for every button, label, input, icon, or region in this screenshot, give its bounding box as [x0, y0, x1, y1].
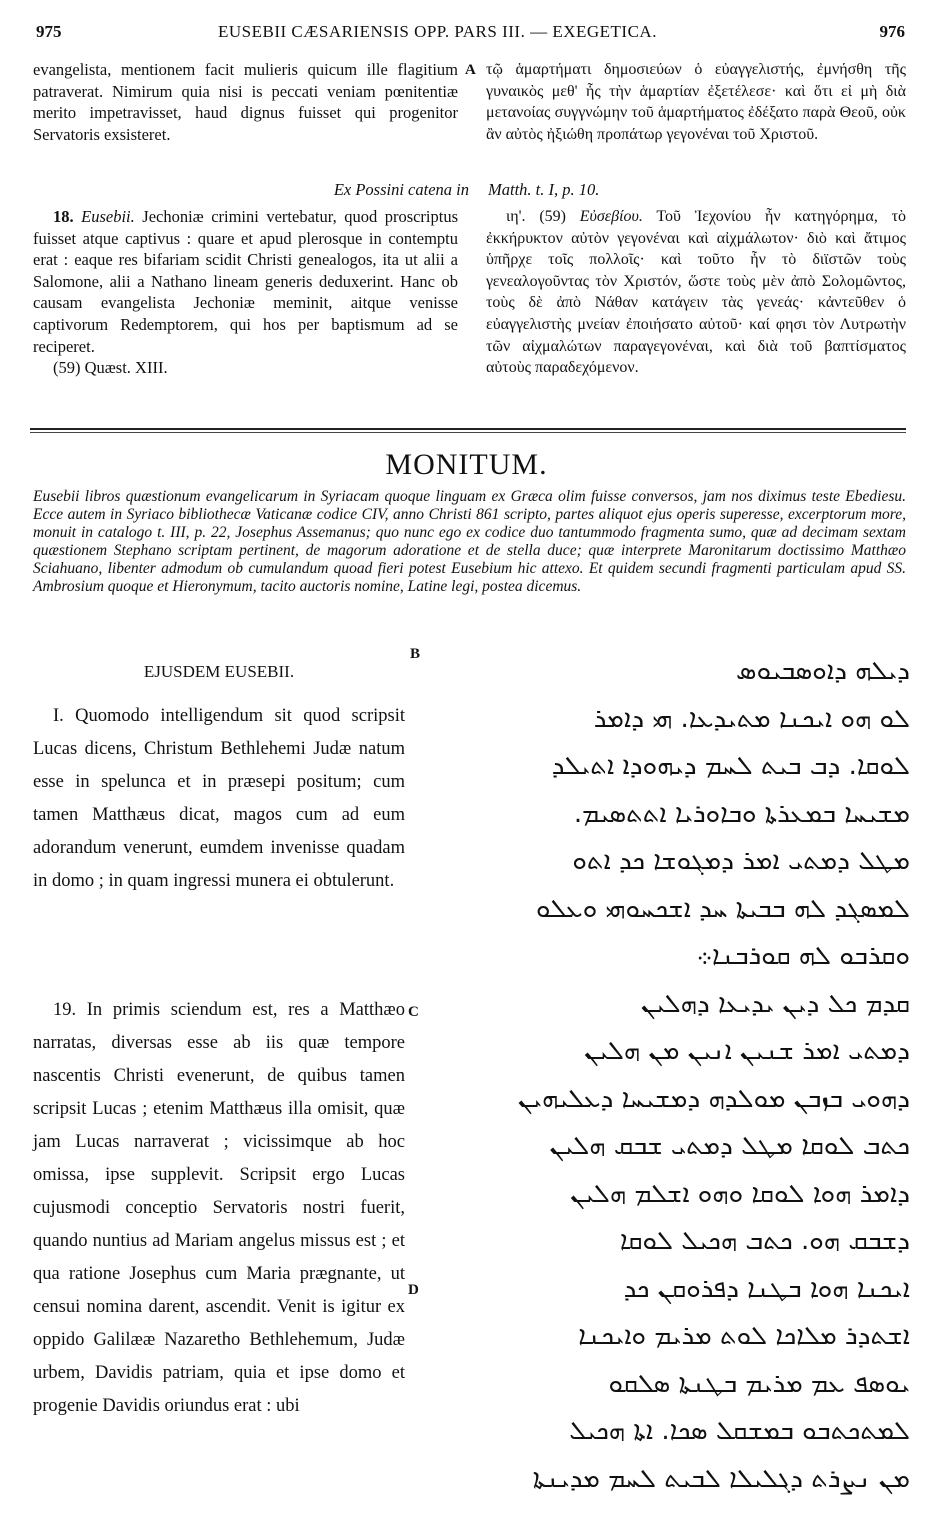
syriac-line: ܠܘ ܗܘ ܐܝܟܢܐ ܡܬܝܕܥܐ. ܗܝ ܕܐܡܪ	[593, 703, 910, 734]
greek-column-18	[486, 206, 906, 379]
syriac-line: ܕܝܠܗ ܕܐܘܣܒܝܘܣ	[736, 656, 910, 686]
margin-mark-a: A	[465, 62, 476, 78]
running-title: EUSEBII CÆSARIENSIS OPP. PARS III. — EXEGETICA.	[218, 22, 657, 41]
latin-question-1	[33, 700, 405, 898]
greek-section-number: ιη'. (59)	[506, 208, 566, 225]
footnote: (59) Quæst. XIII.	[53, 358, 168, 378]
syriac-line: ܠܡܣܓܕ ܠܗ ܒܒܝܬܐ ܚܕ ܐܫܟܚܘܗܝ ܘܥܠܘ	[535, 893, 910, 924]
latin-column-top	[33, 59, 458, 145]
latin-paragraph-19	[33, 994, 405, 1423]
latin-text-18: Jechoniæ crimini vertebatur, quod proscriptus fuisset atque captivus : quare et apud plerosque in contemptu erat : eaque res bifariam scidit Christi genealogos, ita ut alii a Salomone, alii a Nathano lineam generis deduxerint. Hanc ob causam evangelista Jechoniæ meminit, aitque venisse captivorum Redemptorem, qui hos per baptismum ad se reciperet.	[33, 207, 459, 356]
syriac-line: ܕܗܘܝ ܒܙܒܢ ܡܘܠܕܗ ܕܡܫܝܚܐ ܕܥܠܝܗܝܢ	[517, 1083, 910, 1114]
syriac-line: ܐܝܟܢܐ ܗܘܐ ܒܛܢܐ ܕܦܪܘܩܢ ܟܕ	[623, 1273, 910, 1304]
paragraph-19-text: 19. In primis sciendum est, res a Matthæo narratas, diversas esse ab iis quæ tempore nascentis Christi evenerunt, de quibus tamen scripsit Lucas ; etenim Matthæus illa omisit, quæ jam Lucas narraverat ; vicissimque ab hoc omissa, ipse supplevit. Scripsit ergo Lucas cujusmodi conceptio Servatoris nostri fuerit, quando nuntius ad Mariam angelus missus est ; et qua ratione Josephus cum Maria prægnante, ut censui nomina darent, ascendit. Venit is igitur ex oppido Galilææ Nazaretho Bethlehemum, Judæ urbem, Davidis patriam, quia et ipse domo et progenie Davidis oriundus erat : ubi	[33, 1000, 405, 1416]
syriac-line: ܘܩܪܒܘ ܠܗ ܩܘܪܒܢܐ܀	[696, 941, 910, 971]
syriac-line: ܠܡܬܟܬܒܘ ܒܡܫܩܠ ܣܟܐ. ܐܬܐ ܗܟܝܠ	[569, 1416, 910, 1446]
margin-mark-c: C	[408, 1004, 419, 1020]
monitum-text: Eusebii libros quæstionum evangelicarum in Syriacam quoque linguam ex Græca olim fuisse conversos, jam nos diximus teste Ebediesu. Ecce autem in Syriaco bibliothecæ Vaticanæ codice CIV, anno Christi 861 scripto, partes aliquot ejus operis superesse, excerptorum more, monuit in catalogo t. III, p. 22, Josephus Assemanus; quo nunc ego ex codice duo tantummodo fragmenta sumo, quæ ad decimam sextam quæstionem Stephano scriptam pertinent, de magorum adoratione et de stella duce; quæ interprete Maronitarum doctissimo Matthæo Sciahuano, libenter admodum ob cumulandum quoad fieri potest Eusebium hic attexo. Et quidem secundi fragmenti particulam apud SS. Ambrosium quoque et Hieronymum, tacito auctoris nomine, Latine legi, postea dicemus.	[33, 488, 906, 595]
divider-rule-thin	[30, 432, 906, 433]
syriac-line: ܕܡܬܝ ܐܡܪ ܫܢܝܢ ܐܢܝܢ ܡܢ ܗܠܝܢ	[584, 1036, 910, 1066]
syriac-line: ܐܫܬܕܪ ܡܠܐܟܐ ܠܘܬ ܡܪܝܡ ܘܐܝܟܢܐ	[578, 1321, 910, 1351]
syriac-line: ܩܕܡ ܟܠ ܕܝܢ ܝܕܝܥܐ ܕܗܠܝܢ	[640, 988, 910, 1019]
greek-paragraph-18	[486, 206, 906, 379]
greek-column-top	[486, 59, 906, 145]
divider-rule	[30, 428, 906, 430]
latin-paragraph-18	[33, 206, 458, 357]
syriac-column	[425, 648, 910, 1503]
running-header	[0, 22, 933, 46]
latin-paragraph-17-end: evangelista, mentionem facit mulieris quicum ille flagitium patraverat. Nimirum quia nisi is peccati veniam pœnitentiæ merito impetravisset, haud dignus fuisset qui progenitor Servatoris exsisteret.	[33, 60, 458, 144]
greek-paragraph-17-end: τῷ ἁμαρτήματι δημοσιεύων ὁ εὐαγγελιστής, ἐμνήσθη τῆς γυναικὸς μεθ' ἧς τὴν ἁμαρτίαν ἐξετέλεσε· καὶ ὅτι εἰ μὴ διὰ μετανοίας συγγνώμην τοῦ ἁμαρτήματος ἐδέξατο παρὰ Θεοῦ, οὐκ ἂν αὐτὸς ἠξιώθη προπάτωρ γεγονέναι τοῦ Χριστοῦ.	[486, 61, 906, 143]
greek-text-18: Τοῦ Ἰεχονίου ἦν κατηγόρημα, τὸ ἐκκήρυκτον αὐτὸν γεγονέναι καὶ αἰχμάλωτον· διὸ καὶ ἄτιμος ὑπῆρχε τοῖς πολλοῖς· καὶ τοῦτο ἦν τὸ διϊστῶν τοὺς γενεαλογοῦντας τὸν Χριστόν, ὥστε τοὺς μὲν ἀπὸ Σολομῶντος, τοὺς δὲ ἀπὸ Νάθαν κατάγειν τὰς γενεάς· κἀντεῦθεν ὁ εὐαγγελιστὴς μνείαν ἐποιήσατο αὐτοῦ· καί φησι τὸν Λυτρωτὴν τῶν αἰχμαλώτων παραγεγονέναι, καὶ διὰ τοῦ βαπτίσματος αὐτοὺς παραδεχόμενον.	[486, 208, 907, 377]
author-name: Eusebii.	[81, 207, 135, 226]
syriac-line: ܡܫܝܚܐ ܒܡܥܪܬܐ ܘܒܐܘܪܝܐ ܐܬܬܣܝܡ.	[573, 798, 910, 829]
margin-mark-d: D	[408, 1282, 419, 1298]
ejusdem-heading: EJUSDEM EUSEBII.	[143, 662, 295, 681]
syriac-line: ܝܘܣܦ ܥܡ ܡܪܝܡ ܒܛܢܬܐ ܣܠܩܘ	[608, 1368, 910, 1399]
syriac-line: ܠܘܩܐ. ܕܒ ܒܝܬ ܠܚܡ ܕܝܗܘܕܐ ܐܬܝܠܕ	[551, 751, 910, 781]
syriac-line: ܡܢ ܢܨܪܬ ܕܓܠܝܠܐ ܠܒܝܬ ܠܚܡ ܡܕܝܢܬܐ	[532, 1463, 910, 1494]
margin-mark-b: B	[410, 646, 421, 662]
question-1-text: I. Quomodo intelligendum sit quod scripsit Lucas dicens, Christum Bethlehemi Judæ natum esse in spelunca et in præsepi positum; cum tamen Matthæus dicat, magos cum ad eum adorandum venerunt, eumdem invenisse quadam in domo ; in quam ingressi munera ei obtulerunt.	[33, 706, 405, 891]
syriac-line: ܕܫܒܩ ܗܘ. ܟܬܒ ܗܟܝܠ ܠܘܩܐ	[619, 1226, 910, 1256]
syriac-line: ܡܛܠ ܕܡܬܝ ܐܡܪ ܕܡܓܘܫܐ ܟܕ ܐܬܘ	[572, 846, 910, 876]
catena-right: Matth. t. I, p. 10.	[488, 180, 600, 199]
greek-author-name: Εὐσεβίου.	[579, 208, 643, 225]
monitum-title: MONITUM.	[385, 448, 548, 481]
catena-left: Ex Possini catena in	[333, 180, 469, 199]
page-number-right: 976	[879, 22, 905, 41]
latin-column-18	[33, 206, 458, 379]
syriac-line: ܕܐܡܪ ܗܘܐ ܠܘܩܐ ܘܗܘ ܐܫܠܡ ܗܠܝܢ	[570, 1178, 910, 1209]
section-number: 18.	[53, 207, 74, 226]
syriac-line: ܟܬܒ ܠܘܩܐ ܡܛܠ ܕܡܬܝ ܫܒܩ ܗܠܝܢ	[549, 1131, 910, 1161]
page-number-left: 975	[36, 22, 62, 41]
